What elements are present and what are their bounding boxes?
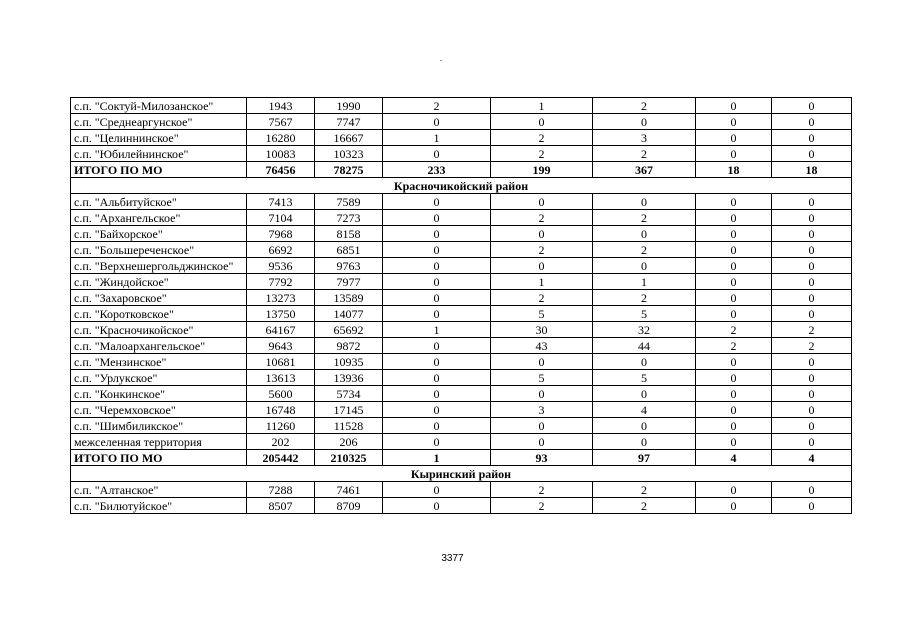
value-cell: 0 — [383, 274, 491, 290]
value-cell: 10935 — [315, 354, 383, 370]
value-cell: 0 — [772, 290, 852, 306]
table-row — [71, 226, 852, 242]
table-row — [71, 434, 852, 450]
value-cell: 0 — [383, 386, 491, 402]
settlement-name: с.п. "Коротковское" — [71, 306, 247, 322]
data-table-container — [70, 97, 851, 514]
value-cell: 0 — [696, 98, 772, 114]
value-cell: 0 — [383, 370, 491, 386]
value-cell: 7968 — [247, 226, 315, 242]
value-cell: 10323 — [315, 146, 383, 162]
table-row — [71, 338, 852, 354]
value-cell: 7589 — [315, 194, 383, 210]
value-cell: 0 — [383, 194, 491, 210]
value-cell: 16748 — [247, 402, 315, 418]
table-body — [71, 98, 852, 514]
settlement-name: с.п. "Архангельское" — [71, 210, 247, 226]
value-cell: 0 — [593, 194, 696, 210]
value-cell: 0 — [696, 274, 772, 290]
value-cell: 7104 — [247, 210, 315, 226]
value-cell: 1943 — [247, 98, 315, 114]
value-cell: 0 — [491, 354, 593, 370]
settlement-name: с.п. "Верхнешергольджинское" — [71, 258, 247, 274]
value-cell: 13613 — [247, 370, 315, 386]
value-cell: 0 — [696, 210, 772, 226]
value-cell: 4 — [696, 450, 772, 466]
section-title: Кыринский район — [71, 466, 852, 482]
value-cell: 7977 — [315, 274, 383, 290]
table-row — [71, 258, 852, 274]
table-row — [71, 130, 852, 146]
value-cell: 11528 — [315, 418, 383, 434]
settlement-name: с.п. "Черемховское" — [71, 402, 247, 418]
value-cell: 18 — [696, 162, 772, 178]
value-cell: 0 — [383, 242, 491, 258]
value-cell: 0 — [383, 354, 491, 370]
value-cell: 76456 — [247, 162, 315, 178]
section-title: Красночикойский район — [71, 178, 852, 194]
value-cell: 13273 — [247, 290, 315, 306]
value-cell: 5 — [593, 370, 696, 386]
value-cell: 0 — [772, 274, 852, 290]
table-row — [71, 242, 852, 258]
settlement-name: межселенная территория — [71, 434, 247, 450]
table-row — [71, 194, 852, 210]
settlement-name: с.п. "Малоархангельское" — [71, 338, 247, 354]
value-cell: 1 — [491, 274, 593, 290]
value-cell: 0 — [491, 258, 593, 274]
table-row — [71, 98, 852, 114]
value-cell: 78275 — [315, 162, 383, 178]
value-cell: 18 — [772, 162, 852, 178]
value-cell: 9536 — [247, 258, 315, 274]
value-cell: 0 — [383, 434, 491, 450]
value-cell: 2 — [491, 242, 593, 258]
value-cell: 367 — [593, 162, 696, 178]
value-cell: 1 — [383, 130, 491, 146]
value-cell: 2 — [491, 210, 593, 226]
value-cell: 10681 — [247, 354, 315, 370]
value-cell: 7792 — [247, 274, 315, 290]
table-row — [71, 354, 852, 370]
table-row — [71, 402, 852, 418]
value-cell: 0 — [491, 418, 593, 434]
value-cell: 2 — [593, 290, 696, 306]
value-cell: 0 — [696, 306, 772, 322]
value-cell: 3 — [491, 402, 593, 418]
table-row — [71, 114, 852, 130]
value-cell: 5734 — [315, 386, 383, 402]
value-cell: 5600 — [247, 386, 315, 402]
value-cell: 93 — [491, 450, 593, 466]
value-cell: 0 — [383, 306, 491, 322]
value-cell: 10083 — [247, 146, 315, 162]
page-number: 3377 — [441, 553, 464, 564]
settlement-statistics-table — [70, 97, 852, 514]
settlement-name: с.п. "Алтанское" — [71, 482, 247, 498]
table-row — [71, 370, 852, 386]
value-cell: 0 — [772, 434, 852, 450]
value-cell: 6851 — [315, 242, 383, 258]
value-cell: 2 — [696, 322, 772, 338]
value-cell: 0 — [383, 482, 491, 498]
settlement-name: с.п. "Захаровское" — [71, 290, 247, 306]
value-cell: 5 — [491, 370, 593, 386]
value-cell: 13750 — [247, 306, 315, 322]
value-cell: 2 — [491, 130, 593, 146]
value-cell: 7413 — [247, 194, 315, 210]
value-cell: 0 — [772, 114, 852, 130]
value-cell: 8158 — [315, 226, 383, 242]
settlement-name: с.п. "Мензинское" — [71, 354, 247, 370]
value-cell: 0 — [383, 210, 491, 226]
value-cell: 2 — [491, 498, 593, 514]
table-row — [71, 210, 852, 226]
table-row — [71, 274, 852, 290]
value-cell: 0 — [772, 354, 852, 370]
value-cell: 5 — [491, 306, 593, 322]
value-cell: 0 — [593, 354, 696, 370]
settlement-name: с.п. "Байхорское" — [71, 226, 247, 242]
settlement-name: с.п. "Соктуй-Милозанское" — [71, 98, 247, 114]
value-cell: 0 — [772, 402, 852, 418]
value-cell: 0 — [696, 482, 772, 498]
table-row — [71, 290, 852, 306]
value-cell: 0 — [696, 402, 772, 418]
value-cell: 0 — [772, 498, 852, 514]
settlement-name: с.п. "Конкинское" — [71, 386, 247, 402]
value-cell: 0 — [383, 258, 491, 274]
settlement-name: с.п. "Среднеаргунское" — [71, 114, 247, 130]
value-cell: 7461 — [315, 482, 383, 498]
value-cell: 6692 — [247, 242, 315, 258]
value-cell: 0 — [772, 98, 852, 114]
value-cell: 2 — [593, 146, 696, 162]
value-cell: 0 — [593, 434, 696, 450]
settlement-name: с.п. "Красночикойское" — [71, 322, 247, 338]
value-cell: 2 — [383, 98, 491, 114]
value-cell: 0 — [491, 114, 593, 130]
value-cell: 0 — [593, 258, 696, 274]
value-cell: 16280 — [247, 130, 315, 146]
value-cell: 0 — [383, 226, 491, 242]
section-header-row — [71, 178, 852, 194]
value-cell: 2 — [491, 290, 593, 306]
value-cell: 9763 — [315, 258, 383, 274]
scan-speck — [440, 60, 442, 61]
value-cell: 0 — [696, 130, 772, 146]
value-cell: 0 — [696, 354, 772, 370]
value-cell: 0 — [383, 338, 491, 354]
value-cell: 0 — [696, 146, 772, 162]
value-cell: 0 — [383, 402, 491, 418]
table-row — [71, 418, 852, 434]
settlement-name: с.п. "Жиндойское" — [71, 274, 247, 290]
value-cell: 0 — [696, 498, 772, 514]
total-row — [71, 450, 852, 466]
value-cell: 0 — [383, 418, 491, 434]
value-cell: 2 — [491, 146, 593, 162]
settlement-name: с.п. "Большереченское" — [71, 242, 247, 258]
settlement-name: с.п. "Юбилейнинское" — [71, 146, 247, 162]
value-cell: 9643 — [247, 338, 315, 354]
value-cell: 2 — [491, 482, 593, 498]
value-cell: 0 — [383, 114, 491, 130]
table-row — [71, 146, 852, 162]
value-cell: 13936 — [315, 370, 383, 386]
total-label: ИТОГО ПО МО — [71, 162, 247, 178]
value-cell: 2 — [772, 338, 852, 354]
value-cell: 0 — [593, 418, 696, 434]
value-cell: 2 — [696, 338, 772, 354]
value-cell: 30 — [491, 322, 593, 338]
value-cell: 0 — [696, 290, 772, 306]
value-cell: 0 — [491, 226, 593, 242]
value-cell: 8709 — [315, 498, 383, 514]
value-cell: 1 — [383, 322, 491, 338]
section-header-row — [71, 466, 852, 482]
value-cell: 16667 — [315, 130, 383, 146]
value-cell: 199 — [491, 162, 593, 178]
value-cell: 0 — [772, 226, 852, 242]
value-cell: 0 — [383, 498, 491, 514]
value-cell: 233 — [383, 162, 491, 178]
value-cell: 17145 — [315, 402, 383, 418]
value-cell: 0 — [491, 194, 593, 210]
settlement-name: с.п. "Урлукское" — [71, 370, 247, 386]
value-cell: 2 — [593, 98, 696, 114]
value-cell: 3 — [593, 130, 696, 146]
total-row — [71, 162, 852, 178]
table-row — [71, 482, 852, 498]
value-cell: 9872 — [315, 338, 383, 354]
value-cell: 0 — [491, 386, 593, 402]
value-cell: 0 — [383, 146, 491, 162]
table-row — [71, 498, 852, 514]
value-cell: 0 — [772, 386, 852, 402]
value-cell: 11260 — [247, 418, 315, 434]
value-cell: 0 — [772, 194, 852, 210]
value-cell: 0 — [696, 370, 772, 386]
settlement-name: с.п. "Шимбиликское" — [71, 418, 247, 434]
table-row — [71, 322, 852, 338]
settlement-name: с.п. "Целиннинское" — [71, 130, 247, 146]
value-cell: 0 — [696, 114, 772, 130]
value-cell: 4 — [772, 450, 852, 466]
value-cell: 0 — [696, 418, 772, 434]
value-cell: 0 — [696, 434, 772, 450]
value-cell: 43 — [491, 338, 593, 354]
value-cell: 14077 — [315, 306, 383, 322]
table-row — [71, 386, 852, 402]
value-cell: 0 — [772, 418, 852, 434]
value-cell: 205442 — [247, 450, 315, 466]
value-cell: 2 — [593, 482, 696, 498]
table-row — [71, 306, 852, 322]
value-cell: 2 — [593, 498, 696, 514]
value-cell: 7273 — [315, 210, 383, 226]
value-cell: 0 — [772, 146, 852, 162]
value-cell: 97 — [593, 450, 696, 466]
value-cell: 7747 — [315, 114, 383, 130]
value-cell: 0 — [772, 210, 852, 226]
value-cell: 0 — [772, 370, 852, 386]
value-cell: 2 — [593, 210, 696, 226]
value-cell: 4 — [593, 402, 696, 418]
value-cell: 64167 — [247, 322, 315, 338]
value-cell: 0 — [696, 226, 772, 242]
value-cell: 0 — [593, 226, 696, 242]
value-cell: 0 — [696, 258, 772, 274]
value-cell: 7567 — [247, 114, 315, 130]
value-cell: 2 — [772, 322, 852, 338]
value-cell: 0 — [696, 242, 772, 258]
settlement-name: с.п. "Билютуйское" — [71, 498, 247, 514]
value-cell: 0 — [491, 434, 593, 450]
value-cell: 8507 — [247, 498, 315, 514]
value-cell: 2 — [593, 242, 696, 258]
value-cell: 0 — [593, 386, 696, 402]
value-cell: 5 — [593, 306, 696, 322]
value-cell: 32 — [593, 322, 696, 338]
value-cell: 202 — [247, 434, 315, 450]
value-cell: 1 — [491, 98, 593, 114]
value-cell: 1 — [593, 274, 696, 290]
value-cell: 7288 — [247, 482, 315, 498]
value-cell: 0 — [696, 194, 772, 210]
value-cell: 13589 — [315, 290, 383, 306]
total-label: ИТОГО ПО МО — [71, 450, 247, 466]
value-cell: 0 — [772, 242, 852, 258]
value-cell: 0 — [593, 114, 696, 130]
value-cell: 44 — [593, 338, 696, 354]
value-cell: 206 — [315, 434, 383, 450]
value-cell: 0 — [383, 290, 491, 306]
value-cell: 1 — [383, 450, 491, 466]
settlement-name: с.п. "Альбитуйское" — [71, 194, 247, 210]
value-cell: 0 — [696, 386, 772, 402]
value-cell: 210325 — [315, 450, 383, 466]
value-cell: 65692 — [315, 322, 383, 338]
value-cell: 0 — [772, 258, 852, 274]
value-cell: 0 — [772, 482, 852, 498]
value-cell: 0 — [772, 130, 852, 146]
value-cell: 1990 — [315, 98, 383, 114]
value-cell: 0 — [772, 306, 852, 322]
